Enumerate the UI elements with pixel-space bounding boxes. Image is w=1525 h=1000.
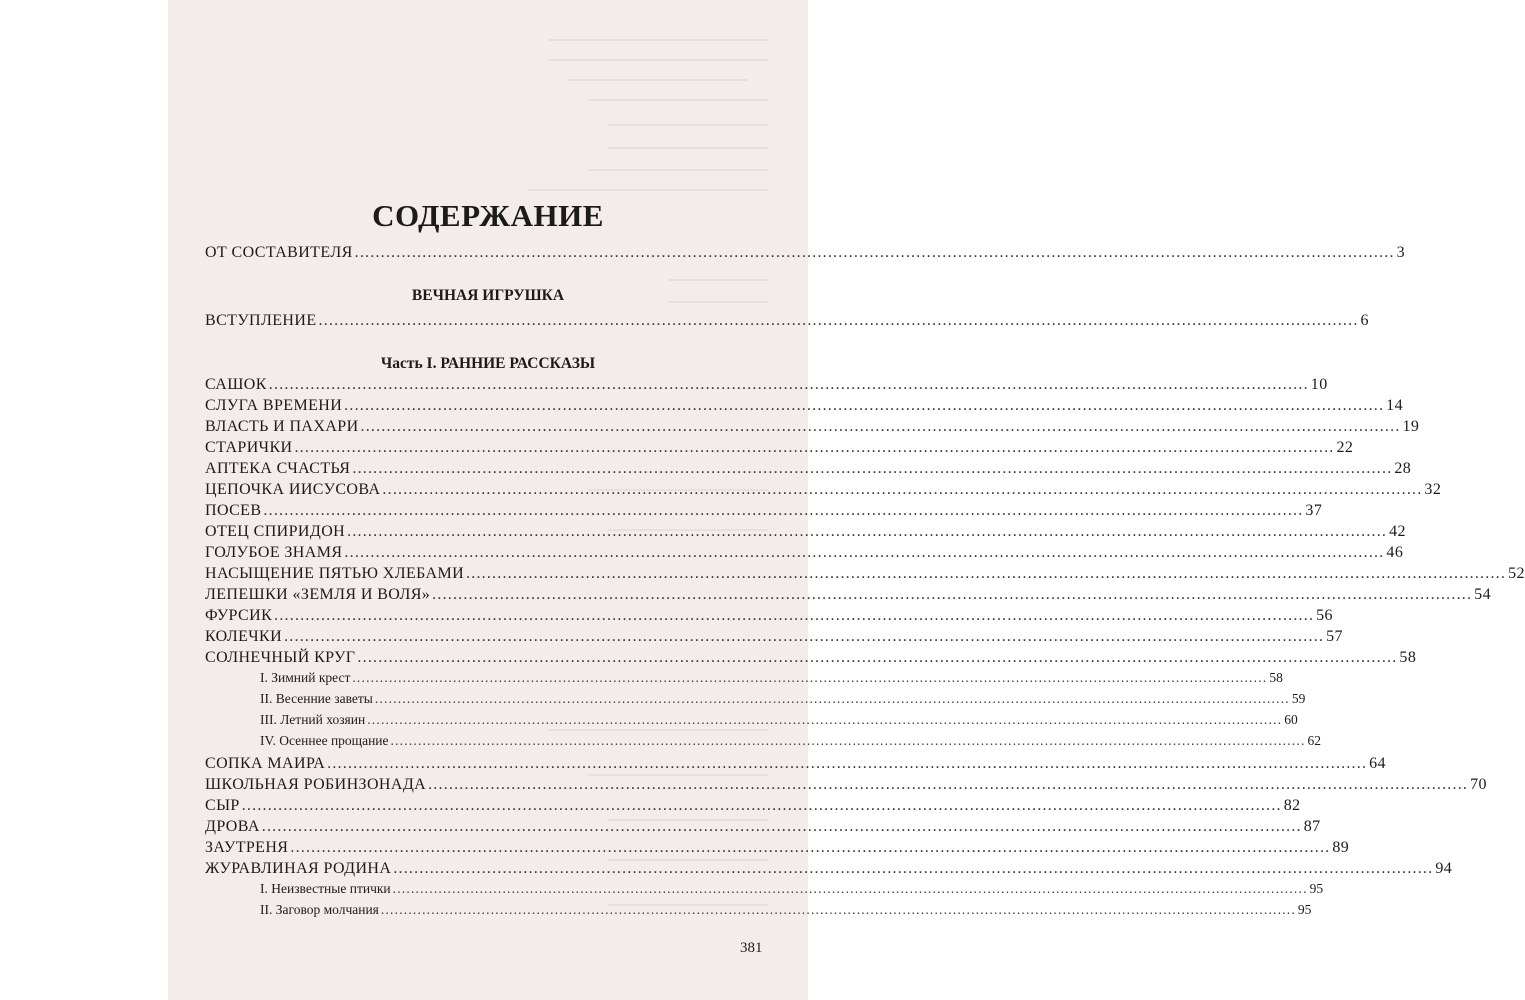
- dot-leader: ........................................................................................................................................................................................................: [274, 607, 1315, 624]
- dot-leader: ........................................................................................................................................................................................................: [393, 860, 1434, 877]
- toc-entry: [205, 481, 1442, 501]
- toc-entry-page: 10: [1310, 376, 1328, 393]
- toc-entry-page: 56: [1316, 607, 1333, 624]
- toc-entry-page: 64: [1369, 755, 1386, 772]
- toc-entry-title: ОТЕЦ СПИРИДОН: [205, 523, 346, 540]
- toc-entry-title: ДРОВА: [205, 818, 260, 835]
- toc-entry-page: 58: [1269, 670, 1283, 685]
- dot-leader: ........................................................................................................................................................................................................: [290, 839, 1331, 856]
- dot-leader: ........................................................................................................................................................................................................: [261, 818, 1302, 835]
- dot-leader: ........................................................................................................................................................................................................: [390, 733, 1306, 748]
- toc-subentry: [260, 881, 1324, 901]
- toc-entry-title: ЛЕПЕШКИ «ЗЕМЛЯ И ВОЛЯ»: [205, 586, 431, 603]
- toc-entry: [205, 376, 1328, 396]
- dot-leader: ........................................................................................................................................................................................................: [263, 502, 1304, 519]
- toc-entry-page: 94: [1435, 860, 1453, 877]
- toc-entry-page: 70: [1470, 776, 1487, 793]
- toc-entry: [205, 439, 1354, 459]
- toc-entry-title: СТАРИЧКИ: [205, 439, 293, 456]
- toc-entry-page: 52: [1508, 565, 1525, 582]
- toc-subentry: [260, 712, 1298, 732]
- page-number: 381: [740, 940, 763, 956]
- toc-subentry: [260, 670, 1283, 690]
- toc-entry-title: КОЛЕЧКИ: [205, 628, 283, 645]
- toc-entry-title: ВЛАСТЬ И ПАХАРИ: [205, 418, 359, 435]
- toc-subentry: [260, 902, 1312, 922]
- toc-entry-page: 60: [1284, 712, 1298, 727]
- toc-entry-page: 22: [1336, 439, 1354, 456]
- toc-entry: [205, 312, 1369, 332]
- dot-leader: ........................................................................................................................................................................................................: [344, 544, 1385, 561]
- toc-entry-title: IV. Осеннее прощание: [260, 733, 389, 748]
- toc-entry-page: 95: [1297, 902, 1312, 917]
- toc-entry-page: 82: [1283, 797, 1301, 814]
- toc-entry-page: 37: [1305, 502, 1323, 519]
- dot-leader: ........................................................................................................................................................................................................: [380, 902, 1296, 917]
- toc-entry: [205, 502, 1323, 522]
- toc-entry-title: II. Заговор молчания: [260, 902, 379, 917]
- toc-entry-title: ГОЛУБОЕ ЗНАМЯ: [205, 544, 343, 561]
- dot-leader: ........................................................................................................................................................................................................: [357, 649, 1398, 666]
- toc-entry: [205, 523, 1406, 543]
- dot-leader: ........................................................................................................................................................................................................: [344, 397, 1385, 414]
- toc-entry-title: ШКОЛЬНАЯ РОБИНЗОНАДА: [205, 776, 427, 793]
- dot-leader: ........................................................................................................................................................................................................: [360, 418, 1401, 435]
- toc-entry-title: СОПКА МАИРА: [205, 755, 326, 772]
- dot-leader: ........................................................................................................................................................................................................: [382, 481, 1423, 498]
- toc-entry-page: 89: [1332, 839, 1350, 856]
- toc-entry: [205, 818, 1321, 838]
- dot-leader: ........................................................................................................................................................................................................: [241, 797, 1282, 814]
- dot-leader: ........................................................................................................................................................................................................: [392, 881, 1308, 896]
- toc-entry-page: 42: [1389, 523, 1406, 540]
- toc-entry-page: 32: [1424, 481, 1442, 498]
- toc-entry-title: ЦЕПОЧКА ИИСУСОВА: [205, 481, 381, 498]
- toc-subentry: [260, 733, 1322, 753]
- section-title-part1: Часть I. РАННИЕ РАССКАЗЫ: [380, 355, 596, 372]
- toc-entry-page: 14: [1386, 397, 1403, 414]
- section-title-book: ВЕЧНАЯ ИГРУШКА: [411, 287, 565, 304]
- dot-leader: ........................................................................................................................................................................................................: [318, 312, 1359, 329]
- dot-leader: ........................................................................................................................................................................................................: [352, 670, 1268, 685]
- toc-entry: [205, 397, 1403, 417]
- toc-entry-page: 57: [1326, 628, 1343, 645]
- dot-leader: ........................................................................................................................................................................................................: [466, 565, 1507, 582]
- toc-entry-page: 19: [1402, 418, 1420, 435]
- dot-leader: ........................................................................................................................................................................................................: [347, 523, 1388, 540]
- toc-entry-page: 54: [1474, 586, 1491, 603]
- dot-leader: ........................................................................................................................................................................................................: [284, 628, 1325, 645]
- toc-entry: [205, 797, 1301, 817]
- toc-entry-page: 28: [1394, 460, 1412, 477]
- toc-entry-title: ОТ СОСТАВИТЕЛЯ: [205, 244, 353, 261]
- dot-leader: ........................................................................................................................................................................................................: [352, 460, 1393, 477]
- toc-entry: [205, 839, 1350, 859]
- toc-entry-page: 87: [1303, 818, 1321, 835]
- toc-entry-page: 59: [1291, 691, 1306, 706]
- dot-leader: ........................................................................................................................................................................................................: [432, 586, 1473, 603]
- toc-entry-title: ФУРСИК: [205, 607, 273, 624]
- toc-entry: [205, 460, 1412, 480]
- toc-entry-title: СОЛНЕЧНЫЙ КРУГ: [205, 649, 356, 666]
- toc-entry-title: I. Зимний крест: [260, 670, 351, 685]
- toc-entry-title: I. Неизвестные птички: [260, 881, 391, 896]
- toc-entry-title: ПОСЕВ: [205, 502, 262, 519]
- toc-entry: [205, 244, 1406, 264]
- book-page: [168, 0, 1525, 1000]
- toc-subentry: [260, 691, 1306, 711]
- toc-entry-title: НАСЫЩЕНИЕ ПЯТЬЮ ХЛЕБАМИ: [205, 565, 465, 582]
- toc-entry: [205, 628, 1343, 648]
- toc-entry: [205, 776, 1487, 796]
- page-title: СОДЕРЖАНИЕ: [372, 198, 604, 233]
- toc-entry: [205, 649, 1417, 669]
- dot-leader: ........................................................................................................................................................................................................: [374, 691, 1290, 706]
- toc-entry-title: АПТЕКА СЧАСТЬЯ: [205, 460, 351, 477]
- toc-entry-title: III. Летний хозяин: [260, 712, 366, 727]
- toc-entry: [205, 418, 1420, 438]
- dot-leader: ........................................................................................................................................................................................................: [327, 755, 1368, 772]
- toc-entry-title: СЛУГА ВРЕМЕНИ: [205, 397, 343, 414]
- toc-entry: [205, 860, 1453, 880]
- toc-entry-title: ВСТУПЛЕНИЕ: [205, 312, 317, 329]
- toc-entry-title: САШОК: [205, 376, 267, 393]
- toc-entry: [205, 755, 1386, 775]
- toc-entry-page: 95: [1309, 881, 1324, 896]
- dot-leader: ........................................................................................................................................................................................................: [354, 244, 1395, 261]
- toc-entry-page: 3: [1396, 244, 1406, 261]
- toc-entry: [205, 607, 1333, 627]
- toc-entry-title: ЗАУТРЕНЯ: [205, 839, 289, 856]
- toc-entry-title: ЖУРАВЛИНАЯ РОДИНА: [205, 860, 392, 877]
- dot-leader: ........................................................................................................................................................................................................: [294, 439, 1335, 456]
- dot-leader: ........................................................................................................................................................................................................: [367, 712, 1283, 727]
- toc-entry-page: 58: [1399, 649, 1417, 666]
- dot-leader: ........................................................................................................................................................................................................: [428, 776, 1469, 793]
- dot-leader: ........................................................................................................................................................................................................: [268, 376, 1309, 393]
- toc-entry-page: 46: [1386, 544, 1404, 561]
- toc-entry-page: 62: [1307, 733, 1322, 748]
- toc-entry: [205, 565, 1525, 585]
- toc-entry: [205, 586, 1491, 606]
- toc-entry-title: СЫР: [205, 797, 240, 814]
- toc-entry: [205, 544, 1404, 564]
- toc-entry-title: II. Весенние заветы: [260, 691, 373, 706]
- toc-entry-page: 6: [1360, 312, 1369, 329]
